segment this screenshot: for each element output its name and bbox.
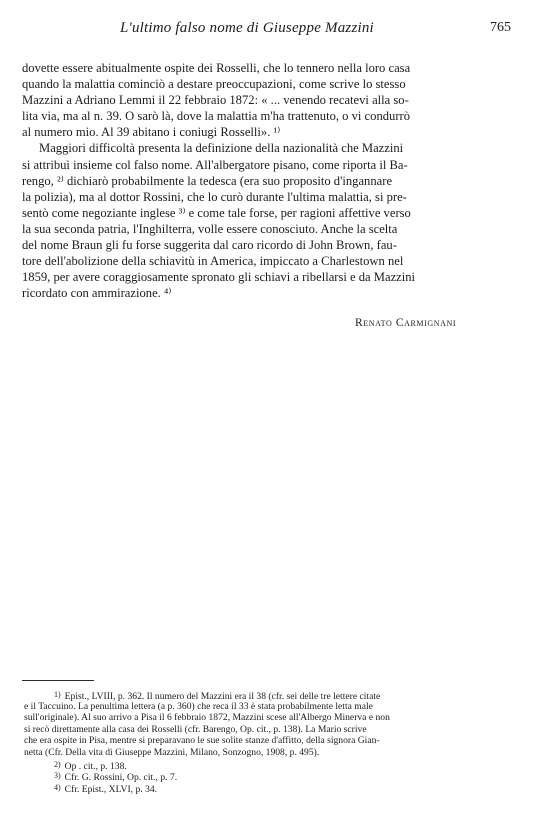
running-title: L'ultimo falso nome di Giuseppe Mazzini <box>120 20 374 36</box>
body-line-paragraph-start: Maggiori difficoltà presenta la definizione della nazionalità che Mazzini <box>39 141 404 156</box>
body-line: tore dell'abolizione della schiavitù in America, impiccato a Charlestown nel <box>22 254 404 269</box>
body-line: la sua seconda patria, l'Inghilterra, volle essere conosciuto. Anche la scelta <box>22 221 398 236</box>
page-number: 765 <box>490 20 511 35</box>
body-line: dovette essere abitualmente ospite dei Rosselli, che lo tennero nella loro casa <box>22 61 411 75</box>
body-line: 1859, per avere coraggiosamente spronato gli schiavi a ribellarsi e da Mazzini <box>22 270 416 285</box>
footnote-rule <box>22 680 94 681</box>
footnote-marker: 2) <box>54 759 61 769</box>
article-body <box>22 60 522 301</box>
author-signature: Renato Carmignani <box>355 317 457 329</box>
footnote-2 <box>24 759 524 771</box>
footnotes <box>24 689 524 793</box>
body-line: ricordato con ammirazione. ⁴⁾ <box>22 286 172 301</box>
footnote-4 <box>24 782 524 794</box>
footnote-text: Op . cit., p. 138. <box>64 760 127 772</box>
body-line: la polizia), ma al dottor Rossini, che lo curò durante l'ultima malattia, si pre- <box>22 189 407 204</box>
footnote-marker: 3) <box>54 771 61 781</box>
footnote-1-line: netta (Cfr. Della vita di Giuseppe Mazzini, Milano, Sonzogno, 1908, p. 495). <box>24 746 320 758</box>
footnote-text: Cfr. Epist., XLVI, p. 34. <box>64 783 158 795</box>
body-line: lita via, ma al n. 39. O sarò là, dove la malattia m'ha trattenuto, o vi condurrò <box>22 109 411 124</box>
footnote-1-line <box>24 689 524 701</box>
footnote-1-line: e il Taccuino. La penultima lettera (a p. 360) che reca il 33 è stata probabilmente letta male <box>24 700 373 712</box>
footnote-1-line: si recò direttamente alla casa dei Rosselli (cfr. Barengo, Op. cit., p. 138). La Mario scrive <box>24 723 367 735</box>
footnote-1-line: che era ospite in Pisa, mentre si preparavano le sue solite stanze d'affitto, della signora Gian- <box>24 735 380 747</box>
footnote-marker: 4) <box>54 782 61 792</box>
body-line: rengo, ²⁾ dichiarò probabilmente la tedesca (era suo proposito d'ingannare <box>22 173 393 188</box>
body-line: del nome Braun gli fu forse suggerita dal caro ricordo di John Brown, fau- <box>22 238 397 253</box>
body-line: Mazzini a Adriano Lemmi il 22 febbraio 1872: « ... venendo recatevi alla so- <box>22 93 409 108</box>
footnote-1-line: sull'originale). Al suo arrivo a Pisa il 6 febbraio 1872, Mazzini scese all'Albergo Minerva e non <box>24 712 390 724</box>
body-line: si attribuì insieme col falso nome. All'albergatore pisano, come riporta il Ba- <box>22 157 408 172</box>
footnote-text: Cfr. G. Rossini, Op. cit., p. 7. <box>64 772 178 784</box>
running-head <box>0 0 550 50</box>
body-line: quando la malattia cominciò a destare preoccupazioni, come scrive lo stesso <box>22 77 406 92</box>
body-line: al numero mio. Al 39 abitano i coniugi Rosselli». ¹⁾ <box>22 125 281 140</box>
footnote-3 <box>24 770 524 782</box>
body-line: sentò come negoziante inglese ³⁾ e come tale forse, per ragioni affettive verso <box>22 205 411 220</box>
footnote-marker: 1) <box>54 690 61 699</box>
footnote-text: Epist., LVIII, p. 362. Il numero del Mazzini era il 38 (cfr. sei delle tre lettere citate <box>64 691 381 702</box>
